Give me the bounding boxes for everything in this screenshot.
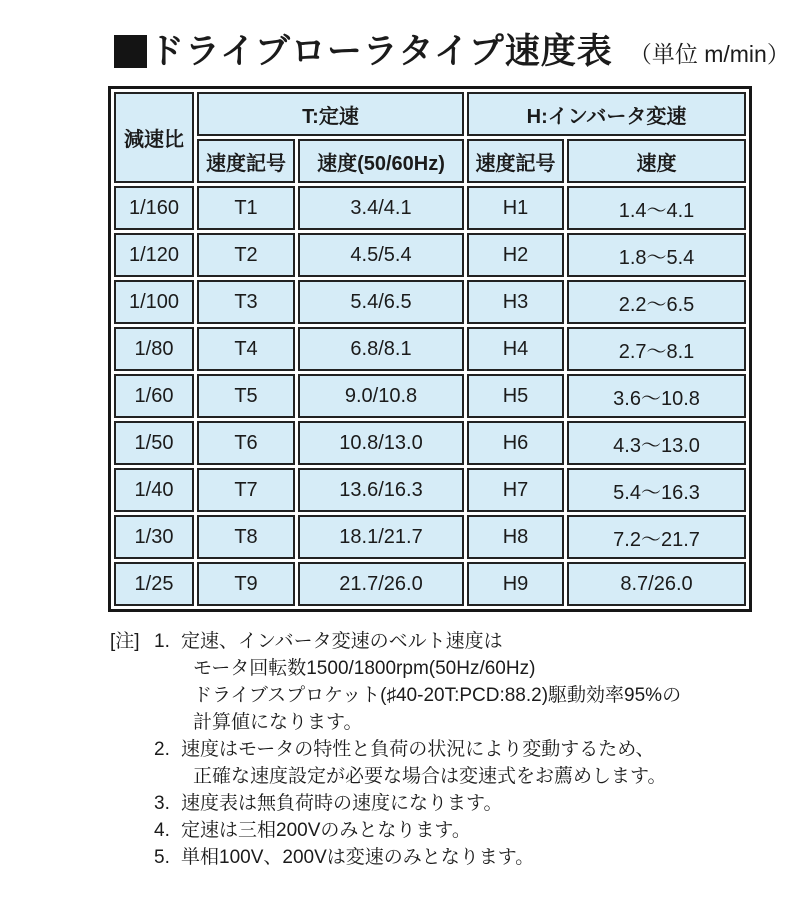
cell-ratio: 1/40 bbox=[114, 468, 194, 512]
cell-h-symbol: H4 bbox=[467, 327, 564, 371]
note-number: 3. bbox=[154, 793, 170, 814]
cell-h-symbol: H2 bbox=[467, 233, 564, 277]
cell-ratio: 1/160 bbox=[114, 186, 194, 230]
note-item-2 bbox=[154, 736, 800, 790]
cell-h-speed: 4.3〜13.0 bbox=[567, 421, 746, 465]
cell-h-speed: 7.2〜21.7 bbox=[567, 515, 746, 559]
note-line: 速度はモータの特性と負荷の状況により変動するため、 bbox=[181, 739, 655, 760]
note-number: 4. bbox=[154, 820, 170, 841]
table-row bbox=[114, 562, 746, 606]
page-title-text: ドライブローラタイプ速度表 bbox=[149, 32, 613, 71]
cell-t-symbol: T8 bbox=[197, 515, 295, 559]
cell-t-symbol: T9 bbox=[197, 562, 295, 606]
cell-t-symbol: T7 bbox=[197, 468, 295, 512]
title-bullet-square-icon bbox=[114, 35, 147, 68]
page-title bbox=[114, 34, 613, 69]
cell-h-symbol: H5 bbox=[467, 374, 564, 418]
cell-t-speed: 3.4/4.1 bbox=[298, 186, 464, 230]
cell-h-symbol: H3 bbox=[467, 280, 564, 324]
header-t-constant-speed-group: T:定速 bbox=[197, 92, 464, 136]
note-line: 正確な速度設定が必要な場合は変速式をお薦めします。 bbox=[193, 766, 667, 787]
notes-section bbox=[110, 628, 800, 871]
cell-h-symbol: H9 bbox=[467, 562, 564, 606]
note-item-3 bbox=[154, 790, 800, 817]
cell-t-speed: 5.4/6.5 bbox=[298, 280, 464, 324]
cell-h-symbol: H1 bbox=[467, 186, 564, 230]
header-h-speed: 速度 bbox=[567, 139, 746, 183]
cell-t-symbol: T6 bbox=[197, 421, 295, 465]
cell-h-speed: 5.4〜16.3 bbox=[567, 468, 746, 512]
notes-label: [注] bbox=[110, 631, 140, 652]
cell-h-speed: 2.7〜8.1 bbox=[567, 327, 746, 371]
cell-t-symbol: T4 bbox=[197, 327, 295, 371]
cell-h-speed: 1.8〜5.4 bbox=[567, 233, 746, 277]
note-line: 単相100V、200Vは変速のみとなります。 bbox=[181, 847, 535, 868]
speed-table bbox=[108, 86, 752, 612]
table-row bbox=[114, 233, 746, 277]
note-line: モータ回転数1500/1800rpm(50Hz/60Hz) bbox=[193, 658, 536, 679]
note-item-4 bbox=[154, 817, 800, 844]
table-row bbox=[114, 280, 746, 324]
cell-h-speed: 1.4〜4.1 bbox=[567, 186, 746, 230]
cell-ratio: 1/120 bbox=[114, 233, 194, 277]
notes-list bbox=[154, 628, 800, 871]
header-t-speed-hz: 速度(50/60Hz) bbox=[298, 139, 464, 183]
note-line: 定速、インバータ変速のベルト速度は bbox=[181, 631, 503, 652]
note-line: ドライブスプロケット(♯40-20T:PCD:88.2)駆動効率95%の bbox=[193, 685, 682, 706]
note-number: 2. bbox=[154, 739, 170, 760]
title-unit-label: （単位 m/min） bbox=[628, 41, 790, 67]
note-number: 1. bbox=[154, 631, 170, 652]
cell-ratio: 1/100 bbox=[114, 280, 194, 324]
cell-t-symbol: T1 bbox=[197, 186, 295, 230]
title-row bbox=[114, 34, 800, 69]
table-row bbox=[114, 327, 746, 371]
cell-h-speed: 2.2〜6.5 bbox=[567, 280, 746, 324]
cell-t-speed: 10.8/13.0 bbox=[298, 421, 464, 465]
table-row bbox=[114, 515, 746, 559]
table-row bbox=[114, 421, 746, 465]
note-number: 5. bbox=[154, 847, 170, 868]
cell-t-speed: 13.6/16.3 bbox=[298, 468, 464, 512]
cell-ratio: 1/80 bbox=[114, 327, 194, 371]
cell-h-symbol: H8 bbox=[467, 515, 564, 559]
note-line: 速度表は無負荷時の速度になります。 bbox=[181, 793, 503, 814]
header-reduction-ratio: 減速比 bbox=[114, 92, 194, 183]
cell-h-symbol: H7 bbox=[467, 468, 564, 512]
cell-t-speed: 6.8/8.1 bbox=[298, 327, 464, 371]
cell-t-speed: 21.7/26.0 bbox=[298, 562, 464, 606]
note-item-1 bbox=[154, 628, 800, 736]
table-header-row-groups bbox=[114, 92, 746, 136]
table-row bbox=[114, 186, 746, 230]
cell-h-speed: 8.7/26.0 bbox=[567, 562, 746, 606]
header-t-speed-symbol: 速度記号 bbox=[197, 139, 295, 183]
cell-t-speed: 9.0/10.8 bbox=[298, 374, 464, 418]
note-line: 計算値になります。 bbox=[193, 712, 363, 733]
cell-t-speed: 18.1/21.7 bbox=[298, 515, 464, 559]
table-header-row-sub bbox=[114, 139, 746, 183]
cell-ratio: 1/25 bbox=[114, 562, 194, 606]
note-line: 定速は三相200Vのみとなります。 bbox=[181, 820, 471, 841]
cell-t-symbol: T5 bbox=[197, 374, 295, 418]
cell-t-speed: 4.5/5.4 bbox=[298, 233, 464, 277]
cell-ratio: 1/60 bbox=[114, 374, 194, 418]
cell-h-symbol: H6 bbox=[467, 421, 564, 465]
header-h-speed-symbol: 速度記号 bbox=[467, 139, 564, 183]
cell-ratio: 1/50 bbox=[114, 421, 194, 465]
cell-t-symbol: T3 bbox=[197, 280, 295, 324]
cell-ratio: 1/30 bbox=[114, 515, 194, 559]
table-row bbox=[114, 374, 746, 418]
note-item-5 bbox=[154, 844, 800, 871]
cell-t-symbol: T2 bbox=[197, 233, 295, 277]
header-h-inverter-group: H:インバータ変速 bbox=[467, 92, 746, 136]
cell-h-speed: 3.6〜10.8 bbox=[567, 374, 746, 418]
table-row bbox=[114, 468, 746, 512]
